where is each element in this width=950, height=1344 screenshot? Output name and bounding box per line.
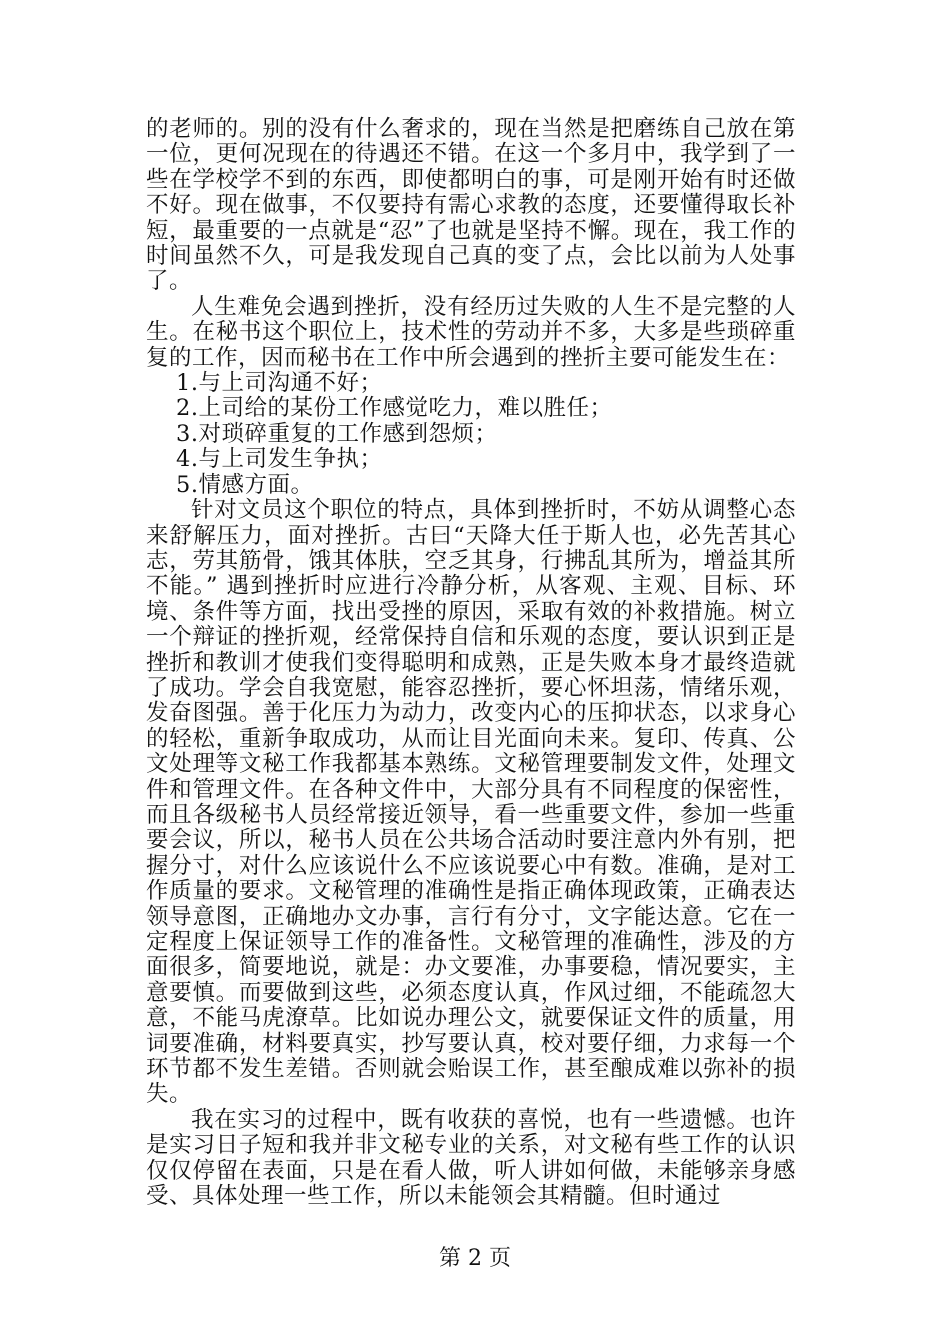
paragraph-coping: 针对文员这个职位的特点，具体到挫折时，不妨从调整心态来舒解压力，面对挫折。古曰“天降大任于斯人也，必先苦其心志，劳其筋骨，饿其体肤，空乏其身，行拂乱其所为，增益其所不能。” 遇到挫折时应进行冷静分析，从客观、主观、目标、环境、条件等方面，找出受挫的原因，采取有效的补救措施。树立一个辩证的挫折观，经常保持自信和乐观的态度，要认识到正是挫折和教训才使我们变得聪明和成熟，正是失败本身才最终造就了成功。学会自我宽慰，能容忍挫折，要心怀坦荡，情绪乐观，发奋图强。善于化压力为动力，改变内心的压抑状态，以求身心的轻松，重新争取成功，从而让目光面向未来。复印、传真、公文处理等文秘工作我都基本熟练。文秘管理要制发文件，处理文件和管理文件。在各种文件中，大部分具有不同程度的保密性，而且各级秘书人员经常接近领导，看一些重要文件，参加一些重要会议，所以，秘书人员在公共场合活动时要注意内外有别，把握分寸，对什么应该说什么不应该说要心中有数。准确，是对工作质量的要求。文秘管理的准确性是指正确体现政策，正确表达领导意图，正确地办文办事，言行有分寸，文字能达意。它在一定程度上保证领导工作的准备性。文秘管理的准确性，涉及的方面很多，简要地说，就是：办文要准，办事要稳，情况要实，主意要慎。而要做到这些，必须态度认真，作风过细，不能疏忽大意，不能马虎潦草。比如说办理公文，就要保证文件的质量，用词要准确，材料要真实，抄写要认真，校对要仔细，力求每一个环节都不发生差错。否则就会贻误工作，甚至酿成难以弥补的损失。 (146, 497, 796, 1108)
paragraph-setbacks-intro: 人生难免会遇到挫折，没有经历过失败的人生不是完整的人生。在秘书这个职位上，技术性的劳动并不多，大多是些琐碎重复的工作，因而秘书在工作中所会遇到的挫折主要可能发生在： (146, 293, 796, 371)
list-item: 1.与上司沟通不好； (176, 370, 383, 397)
list-item: 2.上司给的某份工作感觉吃力，难以胜任； (176, 395, 613, 422)
page-number: 第 2 页 (439, 1246, 511, 1271)
list-item: 3.对琐碎重复的工作感到怨烦； (176, 420, 498, 447)
list-item: 5.情感方面。 (176, 471, 314, 498)
document-body (146, 117, 796, 1209)
setback-list (146, 371, 796, 498)
paragraph-continuation: 的老师的。别的没有什么奢求的，现在当然是把磨练自己放在第一位，更何况现在的待遇还不错。在这一个多月中，我学到了一些在学校学不到的东西，即使都明白的事，可是刚开始有时还做不好。现在做事，不仅要持有需心求教的态度，还要懂得取长补短，最重要的一点就是“忍”了也就是坚持不懈。现在，我工作的时间虽然不久，可是我发现自己真的变了点，会比以前为人处事了。 (146, 116, 796, 295)
list-item: 4.与上司发生争执； (176, 446, 383, 473)
paragraph-reflection: 我在实习的过程中，既有收获的喜悦，也有一些遗憾。也许是实习日子短和我并非文秘专业的关系，对文秘有些工作的认识仅仅停留在表面，只是在看人做，听人讲如何做，未能够亲身感受、具体处理一些工作，所以未能领会其精髓。但时通过 (146, 1106, 796, 1210)
